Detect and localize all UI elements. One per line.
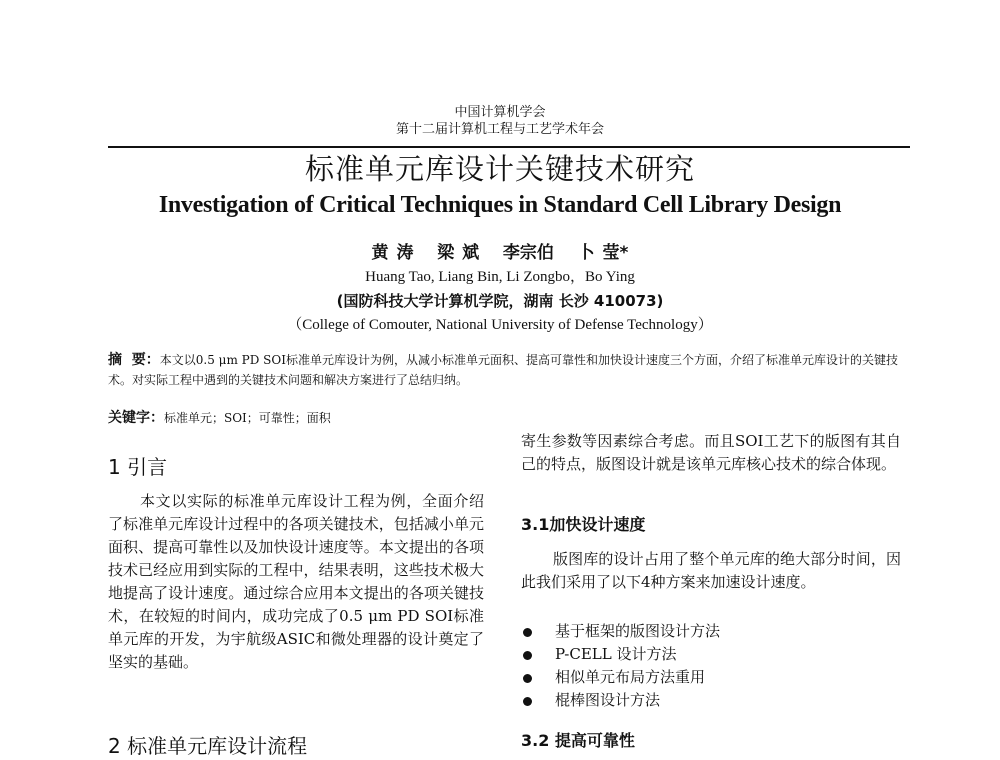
affiliation-chinese: (国防科技大学计算机学院，湖南 长沙 410073) xyxy=(336,292,664,310)
bullet-icon xyxy=(523,628,532,637)
abstract xyxy=(108,350,908,390)
subsection-3-1-body: 版图库的设计占用了整个单元库的绝大部分时间，因此我们采用了以下4种方案来加速设计速度。 xyxy=(521,550,901,591)
list-item: 相似单元布局方法重用 xyxy=(521,666,901,689)
section2-title: 2 标准单元库设计流程 xyxy=(108,734,308,758)
keywords-label: 关键字： xyxy=(108,410,164,426)
header-rule xyxy=(108,146,910,148)
bullet-icon xyxy=(523,651,532,660)
list-item: 棍棒图设计方法 xyxy=(521,689,901,712)
right-intro-text: 寄生参数等因素综合考虑。而且SOI工艺下的版图有其自己的特点，版图设计就是该单元库核心技术的综合体现。 xyxy=(521,432,901,473)
conference-name: 中国计算机学会 xyxy=(454,105,546,120)
authors-chinese: 黄 涛 梁 斌 李宗伯 卜 莹* xyxy=(371,243,629,263)
subsection-3-1-title: 3.1加快设计速度 xyxy=(521,515,646,534)
bullet-icon xyxy=(523,674,532,683)
keywords-text: 标准单元；SOI；可靠性；面积 xyxy=(164,411,331,425)
list-item: 基于框架的版图设计方法 xyxy=(521,620,901,643)
keywords xyxy=(108,409,331,427)
authors-english: Huang Tao, Liang Bin, Li Zongbo，Bo Ying xyxy=(365,269,635,285)
abstract-label: 摘 要： xyxy=(108,352,160,368)
title-english: Investigation of Critical Techniques in Standard Cell Library Design xyxy=(158,192,842,218)
method-list xyxy=(521,620,901,712)
subsection-3-2-title: 3.2 提高可靠性 xyxy=(521,731,635,750)
conference-session: 第十二届计算机工程与工艺学术年会 xyxy=(395,122,604,137)
title-chinese: 标准单元库设计关键技术研究 xyxy=(304,152,695,186)
list-item: P-CELL 设计方法 xyxy=(521,643,901,666)
abstract-text: 本文以0.5 μm PD SOI标准单元库设计为例，从减小标准单元面积、提高可靠性和加快设计速度三个方面，介绍了标准单元库设计的关键技术。对实际工程中遇到的关键技术问题和解决方案进行了总结归纳。 xyxy=(108,353,898,387)
bullet-icon xyxy=(523,697,532,706)
section1-title: 1 引言 xyxy=(108,455,168,479)
affiliation-english: （College of Comouter, National University of Defense Technology） xyxy=(287,317,713,333)
section1-body: 本文以实际的标准单元库设计工程为例，全面介绍了标准单元库设计过程中的各项关键技术，包括减小单元面积、提高可靠性以及加快设计速度等。本文提出的各项技术已经应用到实际的工程中，结果表明，这些技术极大地提高了设计速度。通过综合应用本文提出的各项关键技术，在较短的时间内，成功完成了0.5 μm PD SOI标准单元库的开发，为宇航级ASIC和微处理器的设计奠定了坚实的基础。 xyxy=(108,492,484,671)
